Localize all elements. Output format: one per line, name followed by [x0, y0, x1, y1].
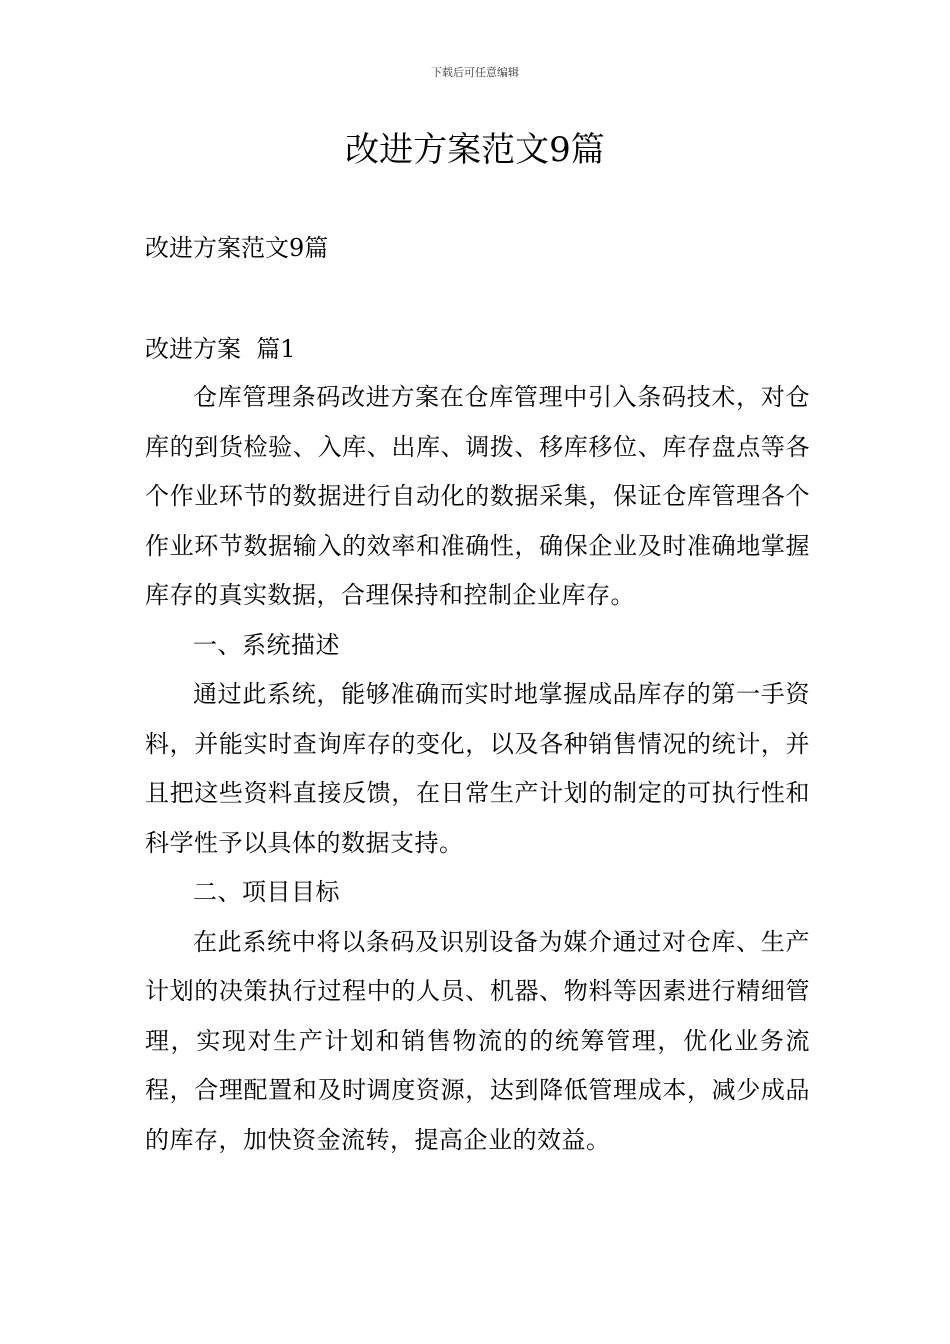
header-note: 下载后可任意编辑 [431, 66, 519, 79]
document-title: 改进方案范文9篇 [345, 130, 605, 170]
paragraph-project-goals: 在此系统中将以条码及识别设备为媒介通过对仓库、生产计划的决策执行过程中的人员、机器、物料等因素进行精细管理，实现对生产计划和销售物流的的统筹管理，优化业务流程，合理配置和及时调度资源，达到降低管理成本，减少成品的库存，加快资金流转，提高企业的效益。 [145, 927, 810, 1154]
document-subtitle: 改进方案范文9篇 [145, 234, 329, 262]
section-heading: 改进方案 篇1 [145, 335, 296, 363]
paragraph-system-description: 通过此系统，能够准确而实时地掌握成品库存的第一手资料，并能实时查询库存的变化，以及各种销售情况的统计，并且把这些资料直接反馈，在日常生产计划的制定的可执行性和科学性予以具体的数据支持。 [145, 680, 810, 857]
paragraph-intro: 仓库管理条码改进方案在仓库管理中引入条码技术，对仓库的到货检验、入库、出库、调拨、移库移位、库存盘点等各个作业环节的数据进行自动化的数据采集，保证仓库管理各个作业环节数据输入的效率和准确性，确保企业及时准确地掌握库存的真实数据，合理保持和控制企业库存。 [145, 383, 810, 609]
document-body [145, 373, 810, 1165]
heading-project-goals: 二、项目目标 [193, 878, 340, 906]
heading-system-description: 一、系统描述 [193, 630, 340, 659]
